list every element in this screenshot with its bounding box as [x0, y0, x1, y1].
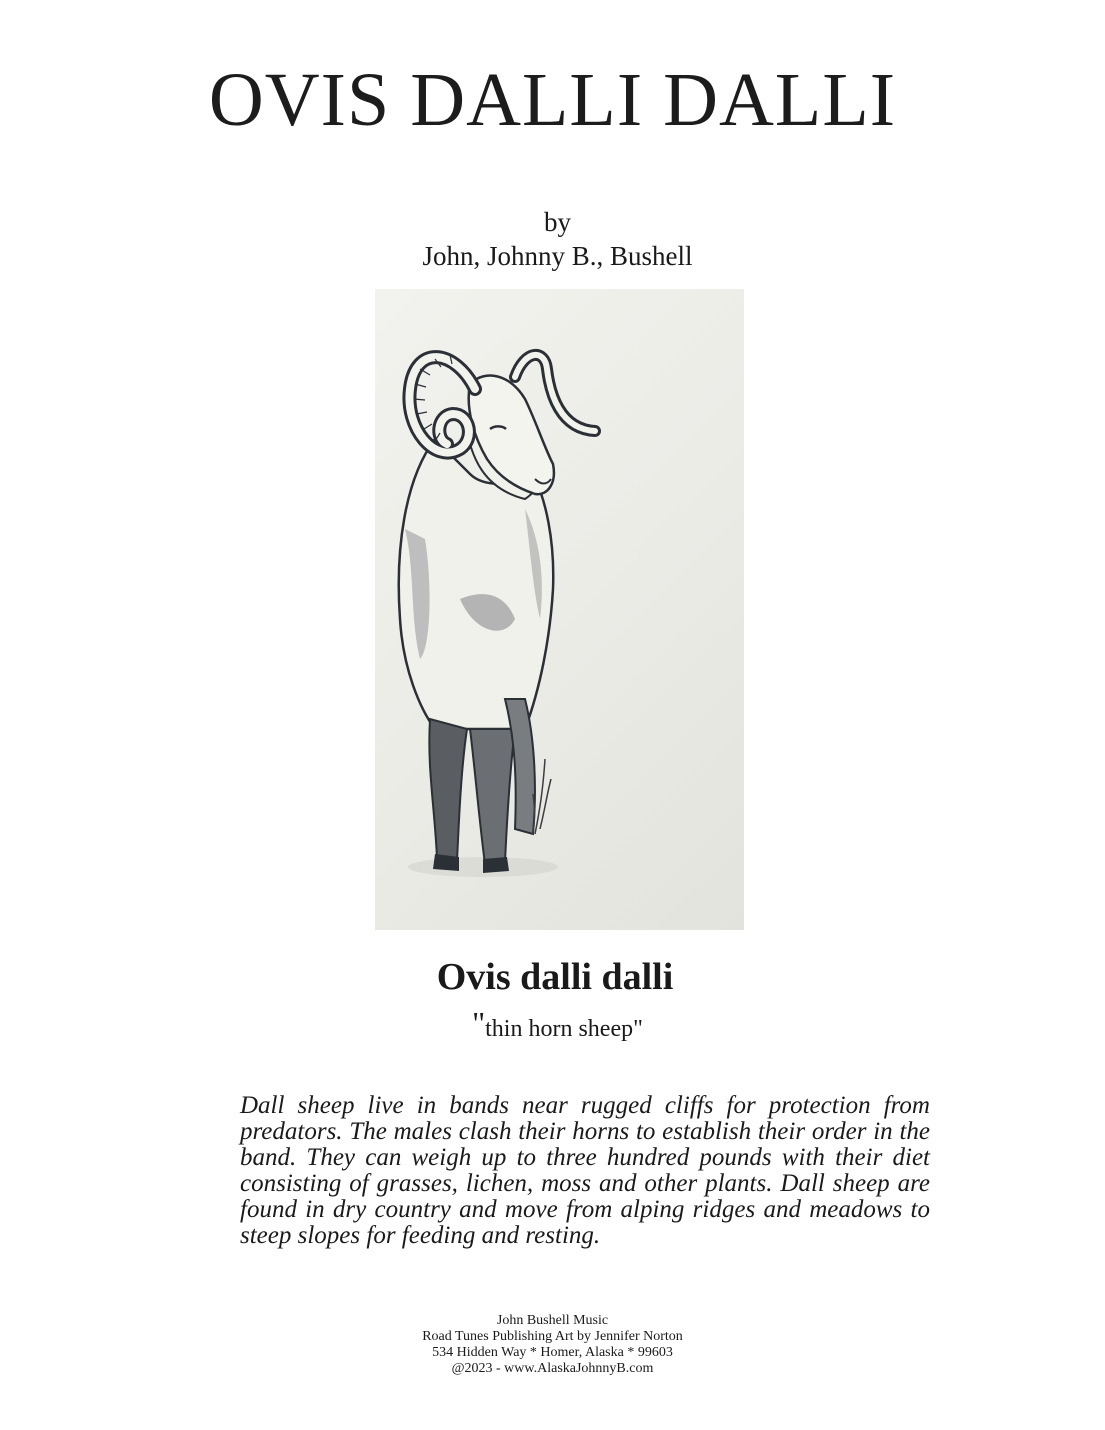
author-name: John, Johnny B., Bushell [422, 241, 693, 271]
ram-drawing [375, 289, 744, 930]
footer-publisher: John Bushell Music [496, 1313, 609, 1328]
page-title: OVIS DALLI DALLI [208, 58, 897, 142]
by-label: by [544, 207, 571, 237]
footer-credits: Road Tunes Publishing Art by Jennifer Norton [422, 1329, 683, 1344]
byline [0, 205, 1105, 273]
close-quote: " [633, 1016, 643, 1042]
footer-copyright: @2023 - www.AlaskaJohnnyB.com [451, 1361, 654, 1376]
caption-subtitle-line [0, 1003, 1105, 1049]
open-quote: " [472, 1005, 486, 1041]
description-paragraph: Dall sheep live in bands near rugged cliffs for protection from predators. The males clash their horns to establish their order in the band. They can weigh up to three hundred pounds with their diet consisting of grasses, lichen, moss and other plants. Dall sheep are found in dry country and move from alping ridges and meadows to steep slopes for feeding and resting. [240, 1092, 930, 1249]
caption-subtitle: thin horn sheep [485, 1016, 634, 1042]
sheep-illustration [375, 289, 744, 930]
footer-address: 534 Hidden Way * Homer, Alaska * 99603 [432, 1345, 673, 1360]
caption-title: Ovis dalli dalli [436, 956, 674, 998]
footer [0, 1313, 1105, 1377]
